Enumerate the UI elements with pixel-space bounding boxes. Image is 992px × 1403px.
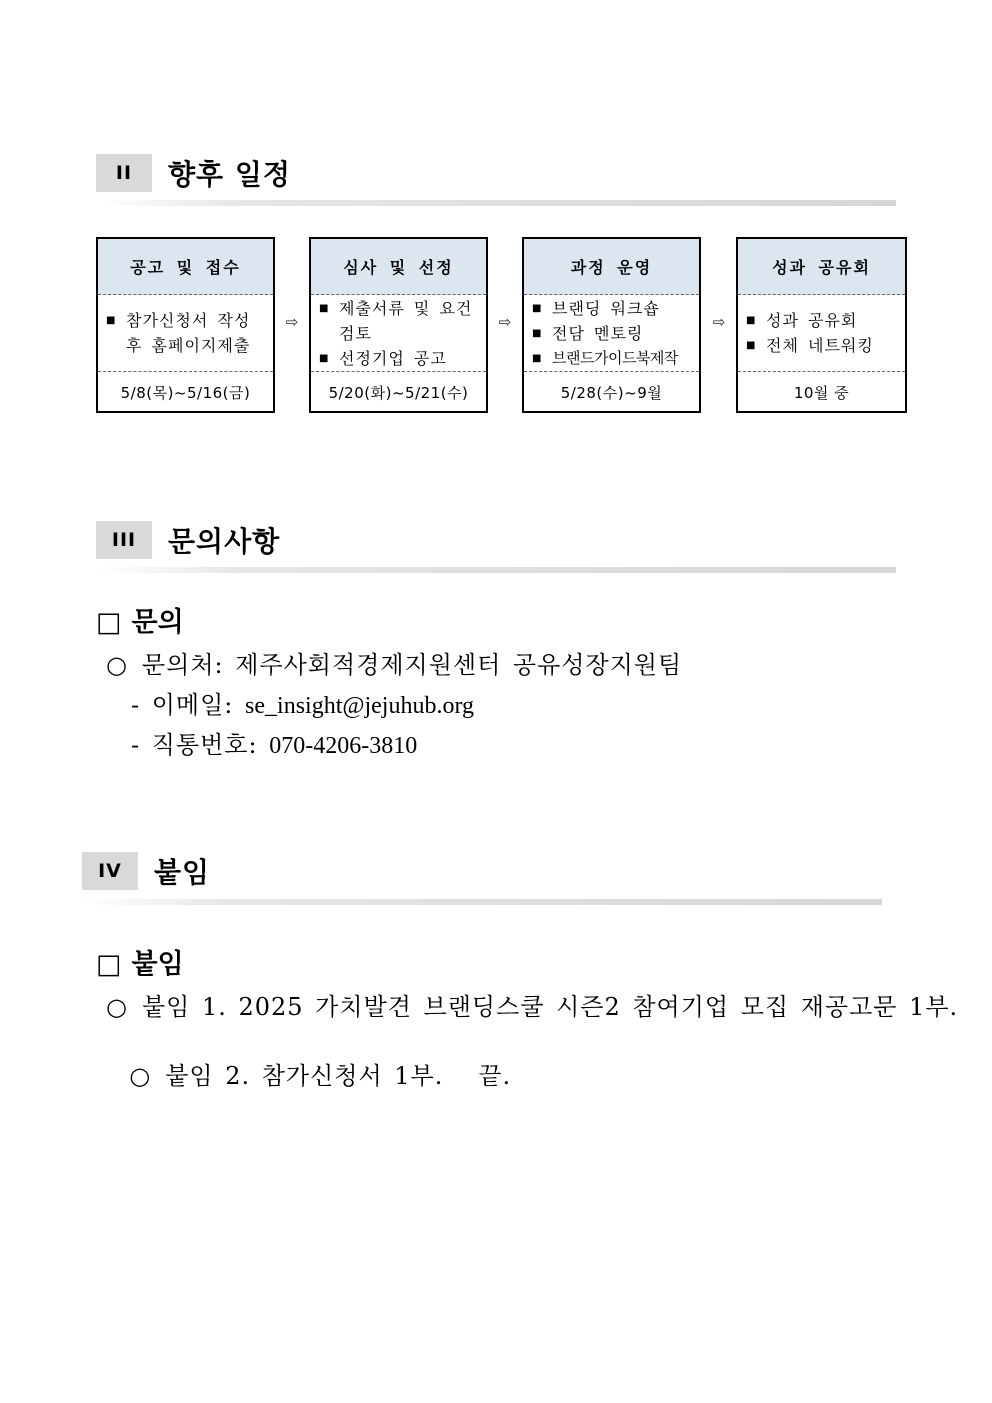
step-item: 브랜딩 워크숍 bbox=[552, 298, 660, 318]
arrow-right-icon: ⇨ bbox=[285, 313, 299, 331]
section-divider bbox=[96, 200, 896, 206]
circle-bullet-icon: ○ bbox=[106, 651, 128, 679]
step-details bbox=[738, 295, 905, 372]
section-divider bbox=[96, 567, 896, 573]
list-item bbox=[532, 321, 693, 346]
step-title: 심사 및 선정 bbox=[311, 239, 486, 295]
section-header-inquiry bbox=[96, 520, 280, 560]
bullet-icon: ■ bbox=[106, 315, 116, 326]
checkbox-square-icon: □ bbox=[96, 607, 122, 638]
step-details bbox=[98, 295, 273, 372]
bullet-icon: ■ bbox=[532, 352, 542, 364]
contact-email-value[interactable]: se_insight@jejuhub.org bbox=[245, 693, 475, 719]
step-title: 공고 및 접수 bbox=[98, 239, 273, 295]
section-title: 문의사항 bbox=[168, 525, 281, 558]
list-item bbox=[319, 296, 480, 346]
arrow-right-icon: ⇨ bbox=[712, 313, 726, 331]
contact-org-label: 문의처: bbox=[141, 651, 224, 679]
bullet-icon: ■ bbox=[319, 302, 329, 314]
step-item: 전담 멘토링 bbox=[552, 323, 644, 343]
step-item: 참가신청서 작성 후 홈페이지제출 bbox=[126, 311, 251, 355]
schedule-step-1 bbox=[96, 237, 275, 413]
bullet-icon: ■ bbox=[532, 327, 542, 339]
subheading-text: 붙임 bbox=[131, 949, 184, 980]
attachment-text: 붙임 2. 참가신청서 1부. 끝. bbox=[165, 1062, 512, 1090]
step-title: 과정 운영 bbox=[524, 239, 699, 295]
step-date: 5/20(화)~5/21(수) bbox=[328, 384, 469, 402]
section-number: III bbox=[96, 521, 152, 559]
circle-bullet-icon: ○ bbox=[129, 1062, 152, 1090]
section-divider bbox=[82, 899, 882, 905]
attachment-item bbox=[106, 987, 958, 1022]
section-title: 붙임 bbox=[154, 856, 211, 889]
bullet-icon: ■ bbox=[532, 302, 542, 314]
step-item: 브랜드가이드북제작 bbox=[552, 348, 678, 367]
step-item: 선정기업 공고 bbox=[339, 348, 447, 368]
section-number: II bbox=[96, 154, 152, 192]
step-date: 5/28(수)~9월 bbox=[560, 384, 663, 402]
attachment-item bbox=[106, 1028, 511, 1091]
step-date: 10월 중 bbox=[793, 384, 850, 402]
list-item bbox=[532, 346, 693, 371]
contact-org bbox=[106, 645, 682, 680]
step-item: 전체 네트워킹 bbox=[766, 336, 874, 355]
contact-email bbox=[131, 685, 474, 720]
list-item bbox=[106, 308, 267, 358]
section-header-schedule bbox=[96, 153, 291, 193]
schedule-step-3 bbox=[522, 237, 701, 413]
list-item bbox=[746, 333, 899, 358]
schedule-step-4 bbox=[736, 237, 907, 413]
step-item: 성과 공유회 bbox=[766, 311, 858, 330]
attachment-text: 붙임 1. 2025 가치발견 브랜딩스쿨 시즌2 참여기업 모집 재공고문 1부. bbox=[141, 993, 959, 1021]
circle-bullet-icon: ○ bbox=[106, 993, 128, 1021]
subheading-inquiry bbox=[96, 600, 184, 639]
contact-org-value: 제주사회적경제지원센터 공유성장지원팀 bbox=[235, 651, 683, 679]
section-title: 향후 일정 bbox=[168, 158, 291, 191]
contact-phone-value: 070-4206-3810 bbox=[269, 733, 418, 759]
step-title: 성과 공유회 bbox=[738, 239, 905, 295]
list-item bbox=[532, 296, 693, 321]
bullet-icon: ■ bbox=[746, 340, 756, 351]
contact-phone bbox=[131, 725, 417, 760]
bullet-icon: ■ bbox=[746, 315, 756, 326]
section-number: IV bbox=[82, 852, 138, 890]
arrow-right-icon: ⇨ bbox=[498, 313, 512, 331]
subheading-attachments bbox=[96, 942, 184, 981]
section-header-attachments bbox=[82, 851, 210, 891]
checkbox-square-icon: □ bbox=[96, 949, 122, 980]
contact-phone-label: - 직통번호: bbox=[131, 731, 258, 759]
step-details bbox=[311, 295, 486, 372]
step-item: 제출서류 및 요건검토 bbox=[339, 298, 473, 343]
subheading-text: 문의 bbox=[131, 607, 184, 638]
step-date: 5/8(목)~5/16(금) bbox=[120, 384, 251, 402]
step-details bbox=[524, 295, 699, 372]
bullet-icon: ■ bbox=[319, 352, 329, 364]
list-item bbox=[746, 308, 899, 333]
schedule-step-2 bbox=[309, 237, 488, 413]
contact-email-label: - 이메일: bbox=[131, 691, 234, 719]
list-item bbox=[319, 346, 480, 371]
